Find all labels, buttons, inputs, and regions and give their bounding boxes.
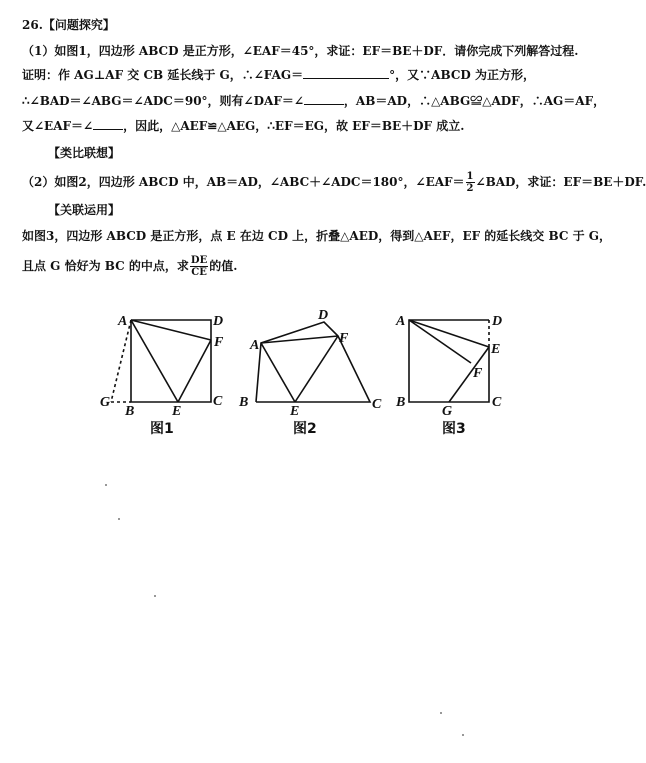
part1-line2-a: 证明：作 AG⊥AF 交 CB 延长线于 G，∴∠FAG＝ xyxy=(22,68,304,82)
part3-line1: 如图3，四边形 ABCD 是正方形，点 E 在边 CD 上，折叠△AED，得到△AEF，EF 的延长线交 BC 于 G， xyxy=(22,229,611,243)
fig3-segment-ae xyxy=(409,320,489,347)
part1-line3-a: ∴∠BAD＝∠ABG＝∠ADC＝90°，则有∠DAF＝∠ xyxy=(22,94,304,108)
fig1-caption: 图1 xyxy=(150,421,174,437)
fig3-label-e: E xyxy=(491,342,501,357)
figure-2 xyxy=(256,322,370,402)
scan-speck xyxy=(462,734,464,736)
fig1-label-c: C xyxy=(213,394,223,409)
scan-speck xyxy=(105,484,107,486)
fig1-label-f: F xyxy=(214,335,224,350)
answer-blank-eaf[interactable] xyxy=(93,119,123,130)
fraction-half xyxy=(466,171,475,194)
fraction-de-ce-numerator: DE xyxy=(190,255,208,266)
fig1-label-b: B xyxy=(125,404,135,419)
part1-line1: （1）如图1，四边形 ABCD 是正方形，∠EAF＝45°，求证：EF＝BE＋DF．请你完成下列解答过程. xyxy=(22,44,579,58)
fraction-de-ce xyxy=(190,255,208,278)
figure-3-labels xyxy=(395,314,502,419)
fraction-de-ce-denominator: CE xyxy=(191,267,207,278)
fig2-caption: 图2 xyxy=(293,421,317,437)
fig3-label-d: D xyxy=(492,314,503,329)
scan-speck xyxy=(154,595,156,597)
part1-line2-b: °，又∵ABCD 为正方形， xyxy=(389,68,535,82)
part2-text-a: （2）如图2，四边形 ABCD 中，AB＝AD，∠ABC＋∠ADC＝180°，∠EAF＝ xyxy=(22,175,465,189)
analogy-heading: 【类比联想】 xyxy=(48,146,121,160)
part1-line4-b: ，因此，△AEF≌△AEG，∴EF＝EG，故 EF＝BE＋DF 成立. xyxy=(123,119,465,133)
fig3-square-open xyxy=(409,320,489,402)
part1-line4-a: 又∠EAF＝∠ xyxy=(22,119,94,133)
fig2-label-a: A xyxy=(250,338,260,353)
fig1-label-a: A xyxy=(118,314,128,329)
part1-line3-b: ，AB＝AD，∴△ABG≌△ADF，∴AG＝AF， xyxy=(343,94,606,108)
answer-blank-daf[interactable] xyxy=(304,94,344,105)
figures-canvas xyxy=(0,305,600,465)
answer-blank-fag[interactable] xyxy=(303,68,389,79)
fig3-label-g: G xyxy=(442,404,453,419)
scan-speck xyxy=(118,518,120,520)
fig2-label-b: B xyxy=(239,395,249,410)
figure-3 xyxy=(409,320,489,402)
part3-line2-b: 的值. xyxy=(209,259,238,273)
fig1-label-d: D xyxy=(213,314,224,329)
fig2-label-d: D xyxy=(318,308,329,323)
fig3-label-f: F xyxy=(473,366,483,381)
fig1-segment-ae xyxy=(131,320,178,402)
fig3-label-b: B xyxy=(396,395,406,410)
fig3-label-c: C xyxy=(492,395,502,410)
fig3-segment-af xyxy=(409,320,471,363)
part3-line2-a: 且点 G 恰好为 BC 的中点，求 xyxy=(22,259,189,273)
part1-line4 xyxy=(22,118,464,134)
fig1-label-e: E xyxy=(172,404,182,419)
fig3-segment-eg xyxy=(449,347,489,402)
part2-text-b: ∠BAD，求证：EF＝BE＋DF. xyxy=(475,175,646,189)
part2-text xyxy=(22,171,646,194)
figure-1 xyxy=(111,320,211,402)
fraction-half-denominator: 2 xyxy=(466,183,474,194)
fig1-segment-ag-dashed xyxy=(111,320,131,402)
fraction-half-numerator: 1 xyxy=(466,171,474,182)
fig1-label-g: G xyxy=(100,395,111,410)
fig3-label-a: A xyxy=(396,314,406,329)
part1-line2 xyxy=(22,67,535,83)
scan-speck xyxy=(440,712,442,714)
fig1-segment-ef xyxy=(178,340,211,402)
fig2-segment-ae xyxy=(261,343,295,402)
fig2-label-f: F xyxy=(339,331,349,346)
fig1-segment-af xyxy=(131,320,211,340)
fig2-segment-ef xyxy=(295,336,338,402)
fig2-label-c: C xyxy=(372,397,382,412)
figure-1-labels xyxy=(100,314,224,419)
fig2-quadrilateral xyxy=(256,322,370,402)
application-heading: 【关联运用】 xyxy=(48,203,121,217)
problem-title: 26.【问题探究】 xyxy=(22,18,115,32)
fig3-caption: 图3 xyxy=(442,421,466,437)
part1-line3 xyxy=(22,93,605,109)
part3-line2 xyxy=(22,255,237,278)
fig2-label-e: E xyxy=(290,404,300,419)
